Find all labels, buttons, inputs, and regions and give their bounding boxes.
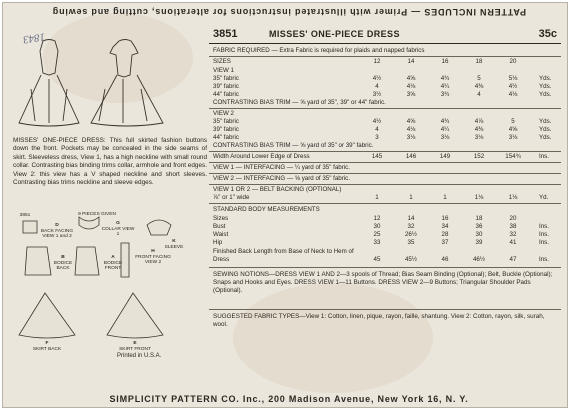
view2-label: VIEW 2 <box>213 110 234 117</box>
piece-label-f: F SKIRT BACK <box>32 341 62 352</box>
bottom-banner: SIMPLICITY PATTERN CO. Inc., 200 Madison Avenue, New York 16, N. Y. <box>109 394 469 404</box>
piece-d <box>23 221 37 233</box>
left-panel <box>9 27 209 385</box>
width-lower-edge-row: Width Around Lower Edge of Dress 145 146 149 152 154¾ Ins. <box>213 153 549 160</box>
measurement-row: Hip 33 35 37 39 41 Ins. <box>213 239 549 246</box>
printed-in-usa: Printed in U.S.A. <box>117 353 162 359</box>
measurement-row: Bust 30 32 34 36 38 Ins. <box>213 223 549 230</box>
piece-k <box>147 220 171 235</box>
view1-row: 44" fabric 3½ 3⅝ 3¾ 4 4⅛ Yds. <box>213 91 552 98</box>
pattern-description: MISSES' ONE-PIECE DRESS: This full skirted fashion buttons down the front. Pockets may be concealed in the side seams of skirt. Sleeveless dress, View 1, has a high neckline with small round collar. Contrasting bias binding trims collar, armhole and front edges. View 2: this view has a V shaped neckline and short sleeves. Contrasting bias trims neckline and sleeve edges. <box>13 137 207 187</box>
divider <box>209 267 561 268</box>
measurement-row: Waist 25 26½ 28 30 32 Ins. <box>213 231 549 238</box>
pattern-number: 3851 <box>213 28 238 40</box>
suggested-fabrics: SUGGESTED FABRIC TYPES—View 1: Cotton, linen, pique, rayon, faille, shantung. View 2: Cotton, rayon, silk, surah, wool. <box>213 313 545 329</box>
number-stamp: 1843 <box>22 30 46 46</box>
view1-row: 35" fabric 4½ 4⅝ 4¾ 5 5⅛ Yds. <box>213 75 552 82</box>
measurements-heading: STANDARD BODY MEASUREMENTS <box>213 206 320 213</box>
sizes-row: SIZES 12 14 16 18 20 <box>213 58 517 65</box>
back-length-row: Dress 45 45½ 46 46½ 47 Ins. <box>213 256 549 263</box>
pieces-title: 9 PIECES GIVEN <box>78 212 116 217</box>
view2-back-sketch <box>91 40 163 127</box>
piece-label-h: H FRONT FACING VIEW 2 <box>135 249 171 265</box>
view-sketches <box>9 29 209 133</box>
view2-row: 39" fabric 4 4⅛ 4¼ 4⅜ 4⅝ Yds. <box>213 126 552 133</box>
fabric-required-row: FABRIC REQUIRED — Extra Fabric is required for plaids and napped fabrics <box>213 47 425 54</box>
view2-interfacing: VIEW 2 — INTERFACING — ⅝ yard of 35" fabric. <box>213 175 350 182</box>
pattern-envelope <box>2 2 568 408</box>
piece-b <box>25 247 51 275</box>
back-length-label: Finished Back Length from Base of Neck to Hem of <box>213 248 354 255</box>
view1-back-sketch <box>19 40 79 127</box>
view1-bias-trim: CONTRASTING BIAS TRIM — ⅝ yard of 35", 39" or 44" fabric. <box>213 99 386 106</box>
view2-row: 44" fabric 3 3⅛ 3⅛ 3⅛ 3⅛ Yds. <box>213 134 552 141</box>
view1-row: 39" fabric 4 4⅛ 4¼ 4⅜ 4½ Yds. <box>213 83 552 90</box>
top-banner: PATTERN INCLUDES — Primer with illustrated instructions for alterations, cutting and sewing <box>52 7 527 17</box>
yardage-chart <box>209 27 561 387</box>
chart-header <box>209 27 561 44</box>
piece-label-e: E SKIRT FRONT <box>119 341 151 352</box>
divider <box>209 203 561 204</box>
divider <box>209 309 561 310</box>
sewing-notions: SEWING NOTIONS—DRESS VIEW 1 AND 2—3 spools of Thread; Bias Seam Binding (Optional); Belt, Buckle (Optional); Snaps and Hooks and Eyes. DRESS VIEW 1—11 Buttons. DRESS VIEW 2—9 Buttons; Triangular Shoulder Pads (Optional). <box>213 271 553 295</box>
pattern-price: 35c <box>538 28 557 40</box>
piece-label-b: B BODICE BACK <box>53 255 73 271</box>
piece-label-k: K SLEEVE <box>164 239 184 250</box>
view2-row: 35" fabric 4½ 4⅝ 4¾ 4⅞ 5 Yds. <box>213 118 552 125</box>
piece-label-a: A BODICE FRONT <box>103 255 123 271</box>
measurement-row: Sizes 12 14 16 18 20 <box>213 215 517 222</box>
piece-g <box>79 217 99 229</box>
belt-label: VIEW 1 OR 2 — BELT BACKING (OPTIONAL) <box>213 186 342 193</box>
piece-f <box>19 293 75 338</box>
pattern-title: MISSES' ONE-PIECE DRESS <box>269 29 400 39</box>
view2-bias-trim: CONTRASTING BIAS TRIM — ⅝ yard of 35" or 39" fabric. <box>213 142 374 149</box>
belt-row: ⅞" or 1" wide 1 1 1 1⅛ 1⅛ Yd. <box>213 194 549 201</box>
piece-e <box>107 293 163 338</box>
piece-label-d: D BACK FACING VIEW 1 and 2 <box>40 223 74 239</box>
view1-label: VIEW 1 <box>213 67 234 74</box>
piece-label-g: G COLLAR VIEW 1 <box>101 221 135 237</box>
pieces-number: 3851 <box>19 213 31 218</box>
piece-a <box>75 247 99 275</box>
view1-interfacing: VIEW 1 — INTERFACING — ¼ yard of 35" fabric. <box>213 164 350 171</box>
